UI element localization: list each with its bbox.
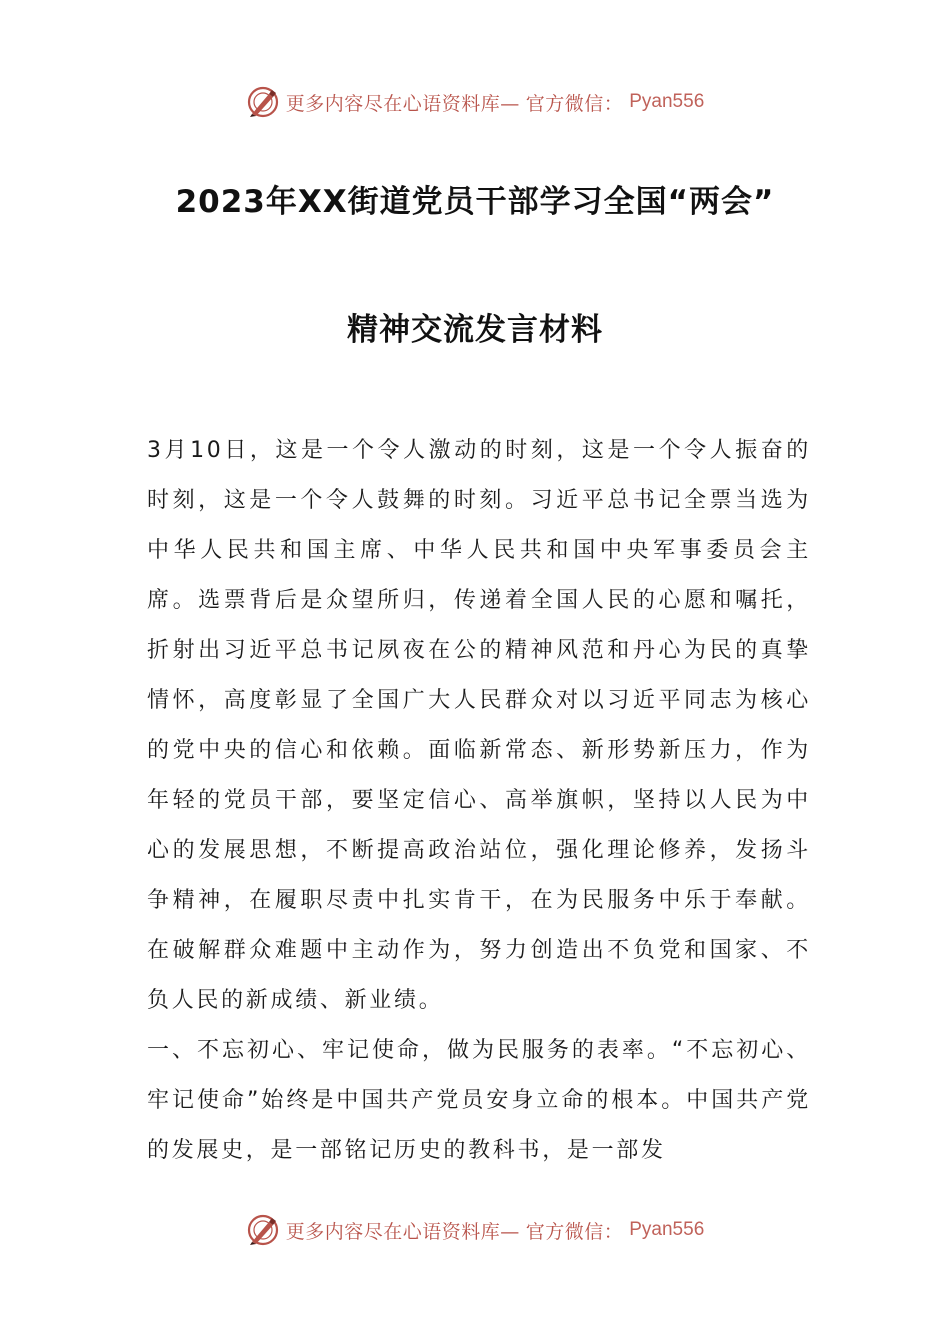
banner-handle: Pyan556 <box>629 1219 705 1240</box>
document-body <box>147 426 811 1176</box>
body-paragraph: 一、不忘初心、牢记使命，做为民服务的表率。“不忘初心、牢记使命”始终是中国共产党员安身立命的根本。中国共产党的发展史，是一部铭记历史的教科书，是一部发 <box>147 1038 811 1163</box>
banner-text: 更多内容尽在心语资料库— <box>285 1220 520 1243</box>
body-paragraph: 3月10日，这是一个令人激动的时刻，这是一个令人振奋的时刻，这是一个令人鼓舞的时刻。习近平总书记全票当选为中华人民共和国主席、中华人民共和国中央军事委员会主席。选票背后是众望所归，传递着全国人民的心愿和嘱托，折射出习近平总书记夙夜在公的精神风范和丹心为民的真挚情怀，高度彰显了全国广大人民群众对以习近平同志为核心的党中央的信心和依赖。面临新常态、新形势新压力，作为年轻的党员干部，要坚定信心、高举旗帜，坚持以人民为中心的发展思想，不断提高政治站位，强化理论修养，发扬斗争精神，在履职尽责中扎实肯干，在为民服务中乐于奉献。在破解群众难题中主动作为，努力创造出不负党和国家、不负人民的新成绩、新业绩。 <box>147 438 811 1013</box>
document-title-line-1: 2023年XX街道党员干部学习全国“两会” <box>175 184 775 220</box>
banner-label: 官方微信： <box>525 1220 624 1243</box>
header-banner <box>0 82 950 122</box>
pen-logo-icon <box>246 1213 280 1247</box>
banner-handle: Pyan556 <box>629 91 705 112</box>
banner-text: 更多内容尽在心语资料库— <box>285 92 520 115</box>
banner-label: 官方微信： <box>525 92 624 115</box>
pen-logo-icon <box>246 85 280 119</box>
footer-banner <box>0 1210 950 1250</box>
document-title-line-2: 精神交流发言材料 <box>347 312 603 348</box>
